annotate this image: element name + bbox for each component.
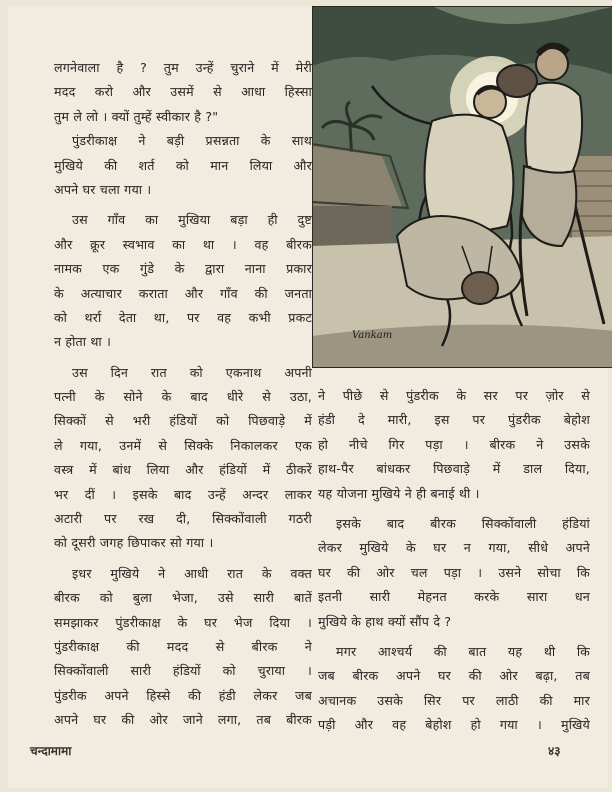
illustrator-signature: Vankam xyxy=(352,330,393,341)
text-line: को दूसरी जगह छिपाकर सो गया । xyxy=(54,535,214,551)
text-line: लगनेवाला है ? तुम उन्हें चुराने में मेरी xyxy=(54,60,312,75)
text-line: इधर मुखिये ने आधी रात के वक्त xyxy=(72,565,312,581)
text-line: उस दिन रात को एकनाथ अपनी xyxy=(72,364,312,380)
text-line: मुखिये के हाथ क्यों सौंप दे ? xyxy=(318,613,452,629)
text-line: अचानक उसके सिर पर लाठी की मार xyxy=(318,692,590,708)
text-line: उस गाँव का मुखिया बड़ा ही दुष्ट xyxy=(72,212,312,228)
magazine-title: चन्दामामा xyxy=(30,744,72,758)
text-line: मगर आश्चर्य की बात यह थी कि xyxy=(336,643,590,659)
text-line: बीरक को बुला भेजा, उसे सारी बातें xyxy=(54,590,312,606)
text-line: न होता था । xyxy=(54,334,112,350)
text-line: हो नीचे गिर पड़ा । बीरक ने उसके xyxy=(318,436,590,452)
text-line: इतनी सारी मेहनत करके सारा धन xyxy=(318,589,590,605)
text-line: हाथ-पैर बांधकर पिछवाड़े में डाल दिया, xyxy=(318,461,590,477)
text-line: मुखिये की शर्त को मान लिया और xyxy=(54,157,312,173)
text-line: नामक एक गुंडे के द्वारा नाना प्रकार xyxy=(54,261,312,277)
text-line: सिक्कों से भरी हंडियों को पिछवाड़े में xyxy=(54,413,312,429)
text-line: पुंडरीकाक्ष की मदद से बीरक ने xyxy=(54,638,312,654)
text-line: पुंडरीकाक्ष ने बड़ी प्रसन्नता के साथ xyxy=(72,133,312,149)
text-line: सिक्कोंवाली सारी हंडियों को चुराया । xyxy=(54,663,312,679)
text-line: तुम ले लो । क्यों तुम्हें स्वीकार है ?" xyxy=(54,108,219,124)
text-line: अपने घर की ओर जाने लगा, तब बीरक xyxy=(54,712,312,728)
text-line: ले गया, उनमें से सिक्के निकालकर एक xyxy=(54,437,312,453)
text-line: अटारी पर रख दी, सिक्कोंवाली गठरी xyxy=(54,511,312,527)
text-line: समझाकर पुंडरीकाक्ष के घर भेज दिया । xyxy=(54,614,312,630)
text-line: के अत्याचार कराता और गाँव की जनता xyxy=(54,285,312,301)
text-line: को थर्रा देता था, पर वह कभी प्रकट xyxy=(54,309,312,325)
text-line: इसके बाद बीरक सिक्कोंवाली हंडियां xyxy=(336,515,590,531)
right-text-column xyxy=(318,384,590,737)
text-line: यह योजना मुखिये ने ही बनाई थी । xyxy=(318,485,480,501)
text-line: पत्नी के सोने के बाद धीरे से उठा, xyxy=(54,389,312,405)
text-line: ने पीछे से पुंडरीक के सर पर ज़ोर से xyxy=(318,388,590,403)
text-line: वस्त्र में बांध लिया और हंडियों में ठीकरें xyxy=(54,462,312,478)
text-line: हंडी दे मारी, इस पर पुंडरीक बेहोश xyxy=(318,412,590,428)
text-line: घर की ओर चल पड़ा । उसने सोचा कि xyxy=(318,564,590,580)
text-line: भर दीं । इसके बाद उन्हें अन्दर लाकर xyxy=(54,486,312,502)
story-illustration xyxy=(312,6,612,368)
page xyxy=(8,6,608,788)
text-line: जब बीरक अपने घर की ओर बढ़ा, तब xyxy=(318,668,590,684)
text-line: पड़ी और वह बेहोश हो गया । मुखिये xyxy=(318,717,590,733)
text-line: लेकर मुखिये के घर न गया, सीधे अपने xyxy=(318,540,590,556)
text-line: और क्रूर स्वभाव का था । वह बीरक xyxy=(54,236,312,252)
text-line: अपने घर चला गया । xyxy=(54,181,152,197)
page-number: ४३ xyxy=(548,744,561,758)
left-text-column xyxy=(54,56,312,733)
illustration-artwork xyxy=(312,6,612,368)
text-line: पुंडरीक अपने हिस्से की हंडी लेकर जब xyxy=(54,687,312,703)
text-line: मदद करो और उसमें से आधा हिस्सा xyxy=(54,84,312,100)
